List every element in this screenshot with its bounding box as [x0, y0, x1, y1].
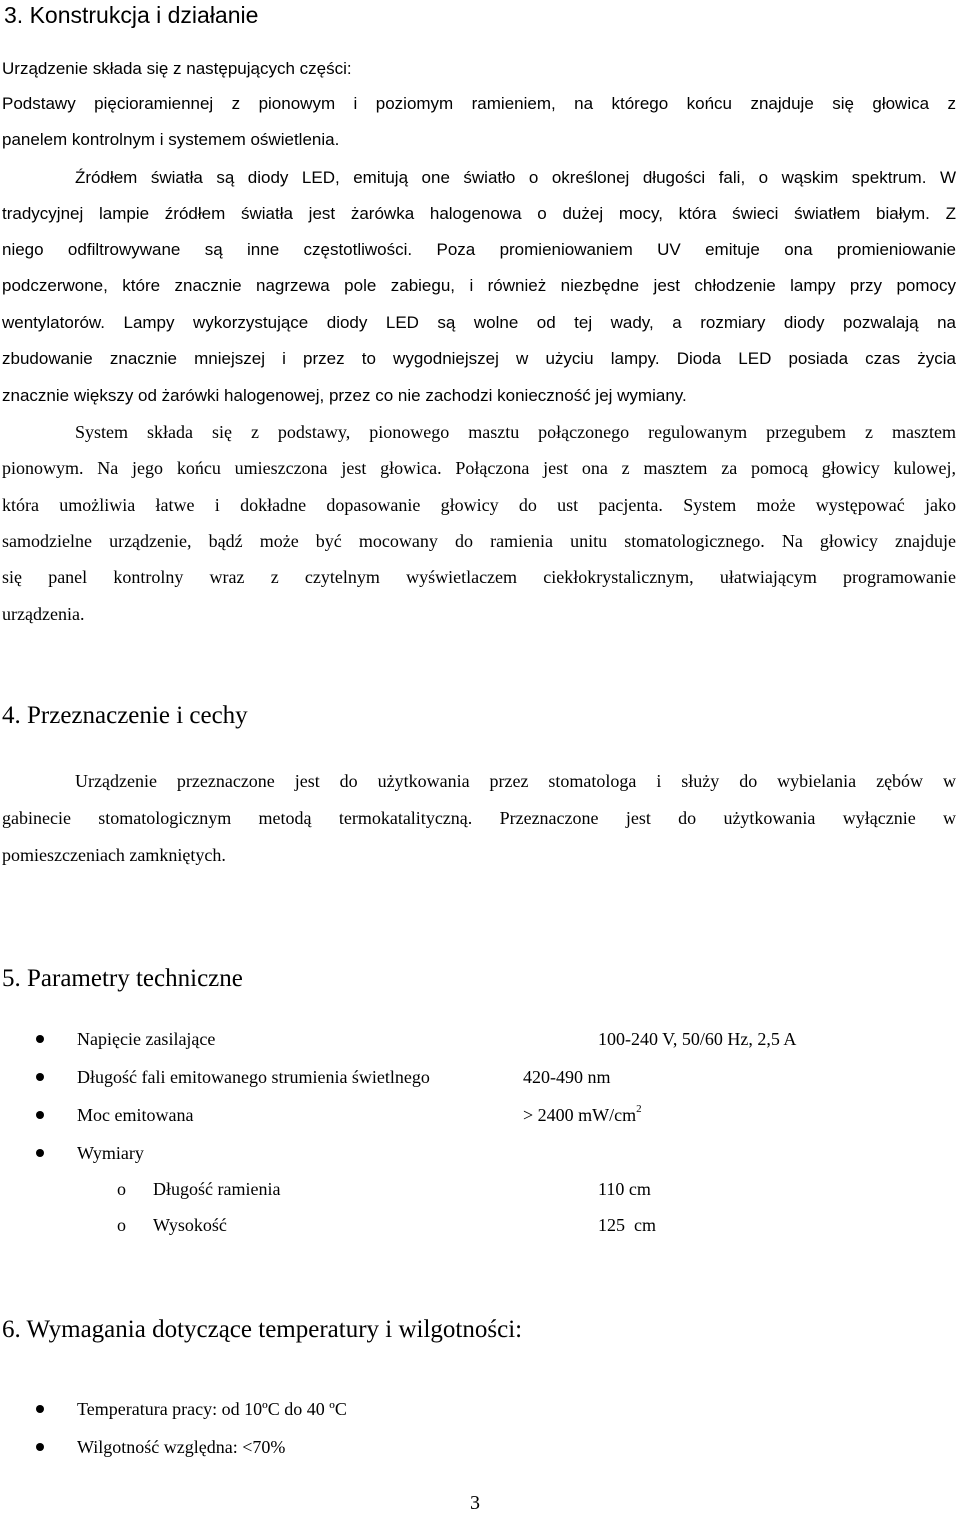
- list-item: Temperatura pracy: od 10ºC do 40 ºC: [77, 1399, 347, 1419]
- paragraph-line: wentylatorów. Lampy wykorzystujące diody LED są wolne od tej wady, a rozmiary diody pozwalają na: [2, 313, 956, 332]
- param-label: Wysokość: [153, 1215, 227, 1235]
- param-label: Długość fali emitowanego strumienia świetlnego: [77, 1067, 430, 1087]
- paragraph-line: się panel kontrolny wraz z czytelnym wyświetlaczem ciekłokrystalicznym, ułatwiającym programowanie: [2, 567, 956, 587]
- sub-bullet-marker: o: [117, 1215, 126, 1235]
- param-label: Napięcie zasilające: [77, 1029, 216, 1049]
- paragraph-line: tradycyjnej lampie źródłem światła jest żarówka halogenowa o dużej mocy, która świeci światłem białym. Z: [2, 204, 956, 223]
- paragraph-line: która umożliwia łatwe i dokładne dopasowanie głowicy do ust pacjenta. System może występować jako: [2, 495, 956, 515]
- param-label: Wymiary: [77, 1143, 144, 1163]
- paragraph-line: urządzenia.: [2, 604, 85, 624]
- section-5-heading: 5. Parametry techniczne: [2, 965, 243, 992]
- bullet-icon: [36, 1149, 44, 1157]
- list-item: Wilgotność względna: <70%: [77, 1437, 286, 1457]
- bullet-icon: [36, 1073, 44, 1081]
- paragraph-line: Źródłem światła są diody LED, emitują one światło o określonej długości fali, o wąskim spektrum. W: [75, 168, 956, 187]
- bullet-icon: [36, 1035, 44, 1043]
- bullet-icon: [36, 1443, 44, 1451]
- paragraph-line: Podstawy pięcioramiennej z pionowym i poziomym ramieniem, na którego końcu znajduje się głowica z: [2, 94, 956, 113]
- param-label: Moc emitowana: [77, 1105, 194, 1125]
- param-value: 100-240 V, 50/60 Hz, 2,5 A: [598, 1029, 797, 1049]
- param-value: 110 cm: [598, 1179, 651, 1199]
- section-4-heading: 4. Przeznaczenie i cechy: [2, 702, 248, 729]
- paragraph-line: podczerwone, które znacznie nagrzewa pole zabiegu, i również niezbędne jest chłodzenie lampy przy pomocy: [2, 276, 956, 295]
- paragraph-line: Urządzenie składa się z następujących części:: [2, 59, 352, 78]
- paragraph-line: System składa się z podstawy, pionowego masztu połączonego regulowanym przegubem z masztem: [75, 422, 956, 442]
- param-value: [523, 1103, 642, 1127]
- param-value: 125 cm: [598, 1215, 656, 1235]
- superscript: 2: [636, 1103, 642, 1115]
- paragraph-line: gabinecie stomatologicznym metodą termokatalityczną. Przeznaczone jest do użytkowania wyłącznie w: [2, 808, 956, 828]
- paragraph-line: niego odfiltrowywane są inne częstotliwości. Poza promieniowaniem UV emituje ona promieniowanie: [2, 240, 956, 259]
- paragraph-line: samodzielne urządzenie, bądź może być mocowany do ramienia unitu stomatologicznego. Na głowicy znajduje: [2, 531, 956, 551]
- section-6-heading: 6. Wymagania dotyczące temperatury i wilgotności:: [2, 1316, 523, 1343]
- param-value-text: > 2400 mW/cm: [523, 1105, 637, 1125]
- paragraph-line: panelem kontrolnym i systemem oświetlenia.: [2, 130, 340, 149]
- bullet-icon: [36, 1405, 44, 1413]
- paragraph-line: znacznie większy od żarówki halogenowej, przez co nie zachodzi konieczność jej wymiany.: [2, 386, 687, 405]
- bullet-icon: [36, 1111, 44, 1119]
- paragraph-line: pomieszczeniach zamkniętych.: [2, 845, 226, 865]
- param-label: Długość ramienia: [153, 1179, 281, 1199]
- param-value: 420-490 nm: [523, 1067, 611, 1087]
- page-number: 3: [470, 1492, 480, 1514]
- section-3-heading: 3. Konstrukcja i działanie: [4, 2, 259, 28]
- paragraph-line: Urządzenie przeznaczone jest do użytkowania przez stomatologa i służy do wybielania zębów w: [75, 771, 956, 791]
- paragraph-line: zbudowanie znacznie mniejszej i przez to wygodniejszej w użyciu lampy. Dioda LED posiada czas życia: [2, 349, 956, 368]
- sub-bullet-marker: o: [117, 1179, 126, 1199]
- paragraph-line: pionowym. Na jego końcu umieszczona jest głowica. Połączona jest ona z masztem za pomocą głowicy kulowej,: [2, 458, 956, 478]
